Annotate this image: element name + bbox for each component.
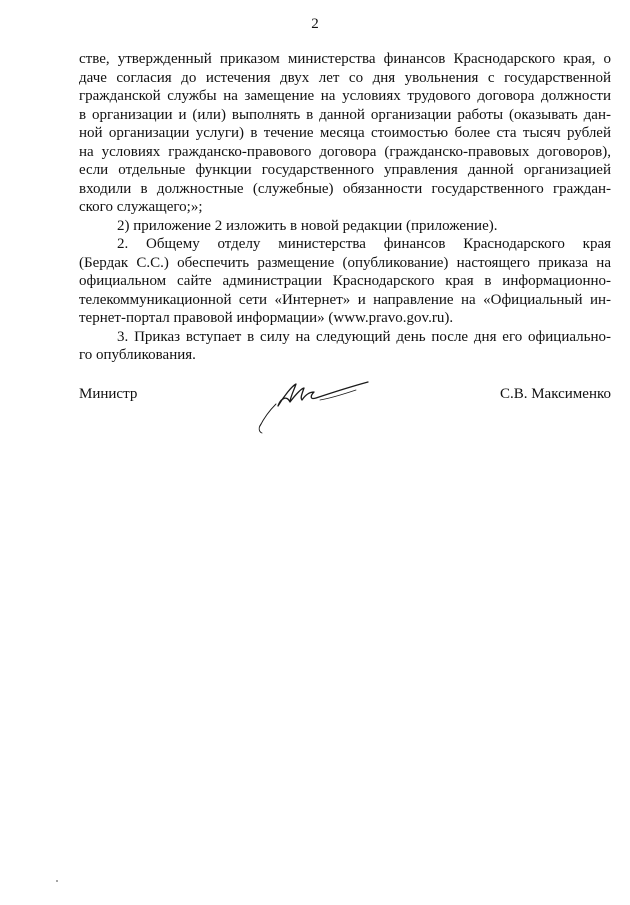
paragraph-3 [79, 235, 611, 328]
p1-line-6: на условиях гражданско-правового договора (гражданско-правовых договоров), [79, 143, 611, 160]
handwritten-signature-icon [250, 380, 380, 435]
page-number: 2 [311, 16, 319, 32]
p3-line-1: 2. Общему отделу министерства финансов Краснодарского края [117, 236, 611, 252]
p1-line-7: если отдельные функции государственного управления данной организацией [79, 162, 611, 178]
signatory-name: С.В. Максименко [499, 386, 611, 402]
document-body [79, 50, 611, 365]
p1-line-8: входили в должностные (служебные) обязанности государственного граждан- [79, 180, 611, 197]
p4-line-2: го опубликования. [79, 347, 196, 363]
p1-line-3: гражданской службы на замещение на условиях трудового договора должности [79, 88, 611, 104]
p3-line-3: официальном сайте администрации Краснодарского края в информационно- [79, 273, 611, 289]
scan-speck [56, 880, 58, 882]
paragraph-2: 2) приложение 2 изложить в новой редакции (приложение). [117, 217, 498, 234]
p1-line-1: стве, утвержденный приказом министерства финансов Краснодарского края, о [79, 51, 611, 67]
p1-line-9: ского служащего;»; [79, 199, 203, 215]
p1-line-5: ной организации услуги) в течение месяца стоимостью более ста тысяч рублей [79, 125, 611, 141]
p1-line-4: в организации и (или) выполнять в данной организации работы (оказывать дан- [79, 106, 611, 123]
p3-line-2: (Бердак С.С.) обеспечить размещение (опубликование) настоящего приказа на [79, 254, 611, 271]
signatory-title: Министр [79, 386, 138, 402]
p4-line-1: 3. Приказ вступает в силу на следующий день после дня его официально- [117, 328, 611, 345]
p3-line-4: телекоммуникационной сети «Интернет» и направление на «Официальный ин- [79, 291, 611, 308]
paragraph-4 [79, 328, 611, 365]
paragraph-1 [79, 50, 611, 217]
p1-line-2: даче согласия до истечения двух лет со дня увольнения с государственной [79, 69, 611, 86]
p3-line-5: тернет-портал правовой информации» (www.pravo.gov.ru). [79, 310, 454, 326]
